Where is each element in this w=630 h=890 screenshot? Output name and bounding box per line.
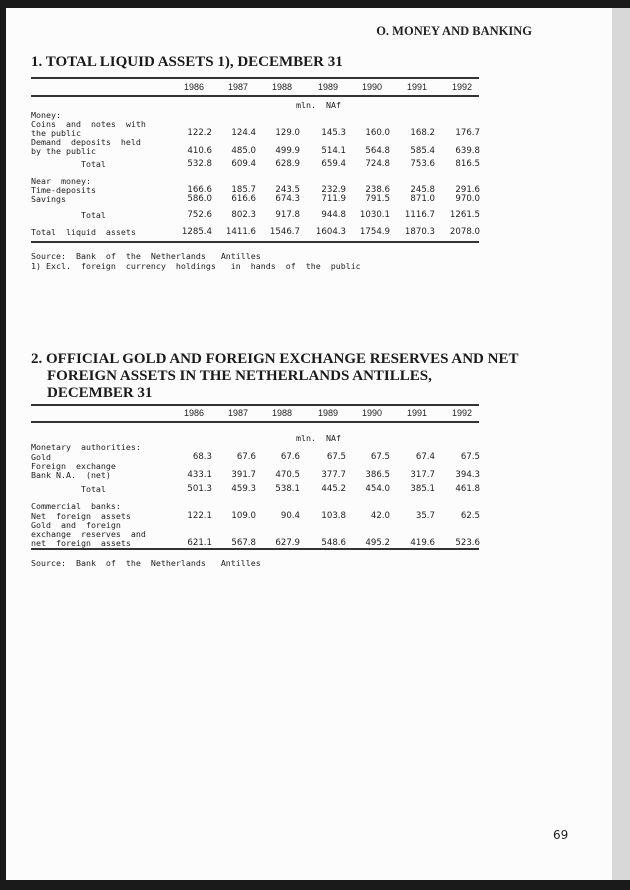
cell-value: 410.6 [187, 146, 212, 156]
cell-value: 317.7 [410, 470, 435, 480]
cell-value: 711.9 [321, 194, 346, 204]
cell-value: 944.8 [321, 210, 346, 220]
cell-value: 970.0 [455, 194, 480, 204]
cell-value: 67.6 [236, 452, 256, 462]
cell-value: 419.6 [410, 538, 435, 548]
cell-value: 433.1 [187, 470, 212, 480]
cell-value: 122.1 [187, 511, 212, 521]
row-label: the public [31, 128, 81, 138]
cell-value: 499.9 [275, 146, 300, 156]
cell-value: 160.0 [365, 128, 390, 138]
cell-value: 68.3 [192, 452, 212, 462]
table2-title-line3: DECEMBER 31 [47, 385, 153, 401]
row-label: exchange reserves and [31, 529, 146, 539]
year-col-header: 1988 [271, 82, 292, 92]
table2-title-line1: 2. OFFICIAL GOLD AND FOREIGN EXCHANGE RESERVES AND NET [31, 351, 519, 367]
cell-value: 1604.3 [315, 227, 346, 237]
cell-value: 674.3 [275, 194, 300, 204]
year-col-header: 1992 [451, 408, 472, 418]
cell-value: 752.6 [187, 210, 212, 220]
cell-value: 1285.4 [181, 227, 212, 237]
cell-value: 122.2 [187, 128, 212, 138]
table2-header-rule [31, 421, 479, 423]
cell-value: 291.6 [455, 185, 480, 195]
cell-value: 103.8 [321, 511, 346, 521]
year-col-header: 1986 [183, 408, 204, 418]
cell-value: 67.5 [326, 452, 346, 462]
row-label: Time-deposits [31, 185, 96, 195]
cell-value: 816.5 [455, 159, 480, 169]
cell-value: 109.0 [231, 511, 256, 521]
cell-value: 243.5 [275, 185, 300, 195]
row-label: Total [31, 159, 106, 169]
cell-value: 802.3 [231, 210, 256, 220]
row-label: Near money: [31, 176, 91, 186]
cell-value: 659.4 [321, 159, 346, 169]
year-col-header: 1990 [361, 82, 382, 92]
cell-value: 1116.7 [404, 210, 435, 220]
row-label: Demand deposits held [31, 137, 141, 147]
year-col-header: 1987 [227, 408, 248, 418]
cell-value: 385.1 [410, 484, 435, 494]
year-col-header: 1991 [406, 408, 427, 418]
cell-value: 166.6 [187, 185, 212, 195]
table2-bottom-rule [31, 548, 479, 550]
cell-value: 917.8 [275, 210, 300, 220]
year-col-header: 1989 [317, 82, 338, 92]
year-col-header: 1986 [183, 82, 204, 92]
table1-header-rule [31, 95, 479, 97]
cell-value: 871.0 [410, 194, 435, 204]
year-col-header: 1987 [227, 82, 248, 92]
cell-value: 129.0 [275, 128, 300, 138]
row-label: net foreign assets [31, 538, 131, 548]
cell-value: 124.4 [231, 128, 256, 138]
cell-value: 168.2 [410, 128, 435, 138]
row-label: Savings [31, 194, 66, 204]
table2-source: Source: Bank of the Netherlands Antilles [31, 558, 261, 568]
cell-value: 627.9 [275, 538, 300, 548]
cell-value: 628.9 [275, 159, 300, 169]
cell-value: 42.0 [370, 511, 390, 521]
cell-value: 532.8 [187, 159, 212, 169]
cell-value: 485.0 [231, 146, 256, 156]
table1-source: Source: Bank of the Netherlands Antilles [31, 251, 261, 261]
table2-unit: mln. NAf [296, 433, 341, 443]
cell-value: 548.6 [321, 538, 346, 548]
row-label: Total [31, 210, 106, 220]
cell-value: 639.8 [455, 146, 480, 156]
cell-value: 377.7 [321, 470, 346, 480]
page-edge [612, 8, 630, 880]
cell-value: 67.5 [370, 452, 390, 462]
cell-value: 616.6 [231, 194, 256, 204]
cell-value: 1754.9 [359, 227, 390, 237]
cell-value: 386.5 [365, 470, 390, 480]
cell-value: 245.8 [410, 185, 435, 195]
year-col-header: 1992 [451, 82, 472, 92]
row-label: Foreign exchange [31, 461, 116, 471]
cell-value: 238.6 [365, 185, 390, 195]
cell-value: 62.5 [460, 511, 480, 521]
cell-value: 2078.0 [449, 227, 480, 237]
cell-value: 394.3 [455, 470, 480, 480]
cell-value: 585.4 [410, 146, 435, 156]
row-label: Monetary authorities: [31, 442, 141, 452]
cell-value: 567.8 [231, 538, 256, 548]
cell-value: 459.3 [231, 484, 256, 494]
cell-value: 176.7 [455, 128, 480, 138]
cell-value: 90.4 [280, 511, 300, 521]
cell-value: 1546.7 [269, 227, 300, 237]
cell-value: 35.7 [415, 511, 435, 521]
section-header: O. MONEY AND BANKING [376, 24, 532, 38]
row-label: Net foreign assets [31, 511, 131, 521]
cell-value: 232.9 [321, 185, 346, 195]
row-label: Bank N.A. (net) [31, 470, 111, 480]
cell-value: 145.3 [321, 128, 346, 138]
year-col-header: 1991 [406, 82, 427, 92]
cell-value: 67.5 [460, 452, 480, 462]
cell-value: 454.0 [365, 484, 390, 494]
row-label: Gold [31, 452, 51, 462]
table1-unit: mln. NAf [296, 100, 341, 110]
page-number: 69 [553, 828, 569, 842]
year-col-header: 1990 [361, 408, 382, 418]
cell-value: 1870.3 [404, 227, 435, 237]
cell-value: 67.6 [280, 452, 300, 462]
table1-footnote: 1) Excl. foreign currency holdings in hands of the public [31, 261, 361, 271]
table2-title-line2: FOREIGN ASSETS IN THE NETHERLANDS ANTILLES, [47, 368, 432, 384]
cell-value: 461.8 [455, 484, 480, 494]
cell-value: 1411.6 [225, 227, 256, 237]
row-label: Total liquid assets [31, 227, 136, 237]
cell-value: 724.8 [365, 159, 390, 169]
cell-value: 391.7 [231, 470, 256, 480]
table1-top-rule [31, 77, 479, 79]
cell-value: 586.0 [187, 194, 212, 204]
table1-bottom-rule [31, 241, 479, 243]
row-label: Money: [31, 110, 61, 120]
cell-value: 753.6 [410, 159, 435, 169]
row-label: by the public [31, 146, 96, 156]
cell-value: 501.3 [187, 484, 212, 494]
cell-value: 1261.5 [449, 210, 480, 220]
cell-value: 445.2 [321, 484, 346, 494]
cell-value: 1030.1 [359, 210, 390, 220]
cell-value: 514.1 [321, 146, 346, 156]
row-label: Total [31, 484, 106, 494]
cell-value: 67.4 [415, 452, 435, 462]
cell-value: 564.8 [365, 146, 390, 156]
cell-value: 495.2 [365, 538, 390, 548]
cell-value: 470.5 [275, 470, 300, 480]
year-col-header: 1989 [317, 408, 338, 418]
row-label: Coins and notes with [31, 119, 146, 129]
row-label: Commercial banks: [31, 501, 121, 511]
cell-value: 621.1 [187, 538, 212, 548]
cell-value: 791.5 [365, 194, 390, 204]
cell-value: 538.1 [275, 484, 300, 494]
cell-value: 523.6 [455, 538, 480, 548]
table1-title: 1. TOTAL LIQUID ASSETS 1), DECEMBER 31 [31, 54, 343, 70]
year-col-header: 1988 [271, 408, 292, 418]
row-label: Gold and foreign [31, 520, 121, 530]
cell-value: 609.4 [231, 159, 256, 169]
cell-value: 185.7 [231, 185, 256, 195]
table2-top-rule [31, 404, 479, 406]
